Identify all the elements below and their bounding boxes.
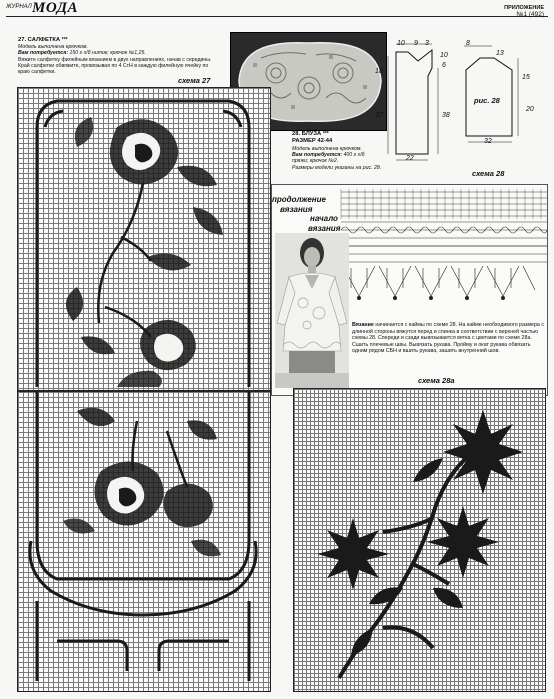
- scheme-28a-label: схема 28а: [418, 376, 455, 385]
- magazine-small-title: ЖУРНАЛ: [6, 4, 32, 10]
- header-rule: [6, 16, 548, 17]
- knitting-bold-label: Вязание: [352, 322, 374, 328]
- blouse-made-by: Модель выполнена крючком.: [292, 146, 362, 152]
- blouse-needed: Вам потребуется: 400 г х/б: [292, 152, 365, 158]
- scheme-28a-motif: [293, 388, 544, 690]
- dim-front-right-2: 38: [442, 112, 450, 119]
- napkin-title: 27. САЛФЕТКА ***: [18, 37, 68, 43]
- dim-sleeve-top-2: 13: [496, 50, 504, 57]
- dim-front-top-3: 3: [425, 40, 429, 47]
- dim-sleeve-top-1: 8: [466, 40, 470, 47]
- blouse-model-photo: [275, 233, 349, 388]
- napkin-made-by: Модель выполнена крючком.: [18, 44, 88, 50]
- dim-sleeve-bottom: 32: [484, 138, 492, 145]
- dim-front-top-2: 9: [414, 40, 418, 47]
- scheme-28-border-chart: [341, 186, 547, 306]
- napkin-line-2: Край салфетки обвяжите, провязывая по 4 СтН в каждую филейную ячейку по: [18, 63, 209, 69]
- dim-front-top-1: 10: [397, 40, 405, 47]
- continuation-label-line-2: вязания: [280, 205, 313, 214]
- scheme-27-motif-upper: [17, 87, 269, 389]
- dim-front-left-1: 18: [375, 68, 383, 75]
- blouse-title: 28. БЛУЗА ***: [292, 131, 329, 137]
- blouse-sizes-note: Размеры модели указаны на рис. 28.: [292, 165, 382, 171]
- start-label-line-2: вязания: [308, 224, 341, 233]
- scheme-28-label: схема 28: [472, 169, 505, 178]
- pattern-28-label: рис. 28: [474, 96, 500, 105]
- continuation-label-line-1: продолжение: [272, 195, 326, 204]
- magazine-logo: МОДА: [32, 0, 79, 16]
- dim-sleeve-right-2: 20: [526, 106, 534, 113]
- start-label-line-1: начало: [310, 214, 338, 223]
- dim-sleeve-right-1: 15: [522, 74, 530, 81]
- knitting-text: начинается с каймы по схеме 28. На каймe необходимого размера с длинной стороны вяжутся перед и спинка в соответствии с верхней частью схемы 28. Спереди и сзади вывязывается ветка с цветами по схеме 28а. Сшить плечевые швы. Вывязать рукава. Пройму и окат рукава обвязать одним рядом СБН и вшить рукава, зашить внутренний шов.: [352, 322, 544, 355]
- blouse-size: РАЗМЕР 42-44: [292, 138, 333, 144]
- model-figure: [275, 233, 349, 388]
- dim-front-left-2: 37: [375, 112, 383, 119]
- dim-front-bottom: 22: [406, 155, 414, 162]
- appendix-label: ПРИЛОЖЕНИЕ: [504, 5, 544, 11]
- blouse-pattern-drawing: [388, 36, 554, 166]
- knitting-instructions: [352, 322, 544, 355]
- start-label: [294, 214, 340, 234]
- napkin-line-1: Вяжите салфетку филейным вязанием в двух направлениях, начав с середины.: [18, 57, 212, 63]
- dim-front-right-1: 6: [442, 62, 446, 69]
- blouse-needed-2: пряжи; крючок №2.: [292, 158, 339, 164]
- dim-front-mid-right: 10: [440, 52, 448, 59]
- scheme-27-label: схема 27: [178, 76, 211, 85]
- issue-number: №1 (492): [516, 11, 544, 18]
- napkin-needed: Вам потребуется: 150 г х/б ниток; крючок №1,25.: [18, 50, 146, 56]
- scheme-27-motif-lower: [17, 391, 269, 690]
- continuation-label: [272, 195, 326, 215]
- napkin-line-3: краю салфетки.: [18, 69, 56, 75]
